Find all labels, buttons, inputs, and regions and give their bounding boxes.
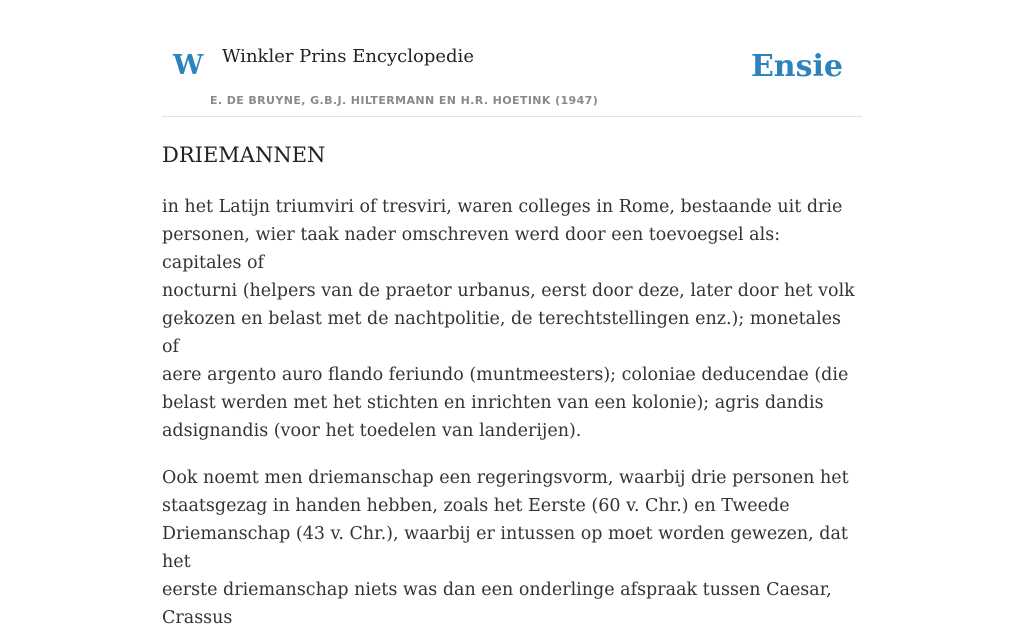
publication-logo[interactable]: W <box>173 50 204 81</box>
brand-logo[interactable]: Ensie <box>750 49 843 84</box>
article <box>162 140 862 632</box>
publication-title[interactable]: Winkler Prins Encyclopedie <box>222 46 474 67</box>
header <box>162 0 862 117</box>
publication-authors: E. DE BRUYNE, G.B.J. HILTERMANN EN H.R. HOETINK (1947) <box>210 94 599 107</box>
article-paragraph-2: Ook noemt men driemanschap een regeringsvorm, waarbij drie personen het staatsgezag in handen hebben, zoals het Eerste (60 v. Chr.) en Tweede Driemanschap (43 v. Chr.), waarbij er intussen op moet worden gewezen, dat het eerste driemanschap niets was dan een onderlinge afspraak tussen Caesar, Crassus <box>162 468 849 628</box>
entry-title: DRIEMANNEN <box>162 143 326 167</box>
article-paragraph-1: in het Latijn triumviri of tresviri, waren colleges in Rome, bestaande uit drie personen, wier taak nader omschreven werd door een toevoegsel als: capitales of nocturni (helpers van de praetor urbanus, eerst door deze, later door het volk gekozen en belast met de nachtpolitie, de terechtstellingen enz.); monetales of aere argento auro flando feriundo (muntmeesters); coloniae deducendae (die belast werden met het stichten en inrichten van een kolonie); agris dandis adsignandis (voor het toedelen van landerijen). <box>162 197 855 441</box>
